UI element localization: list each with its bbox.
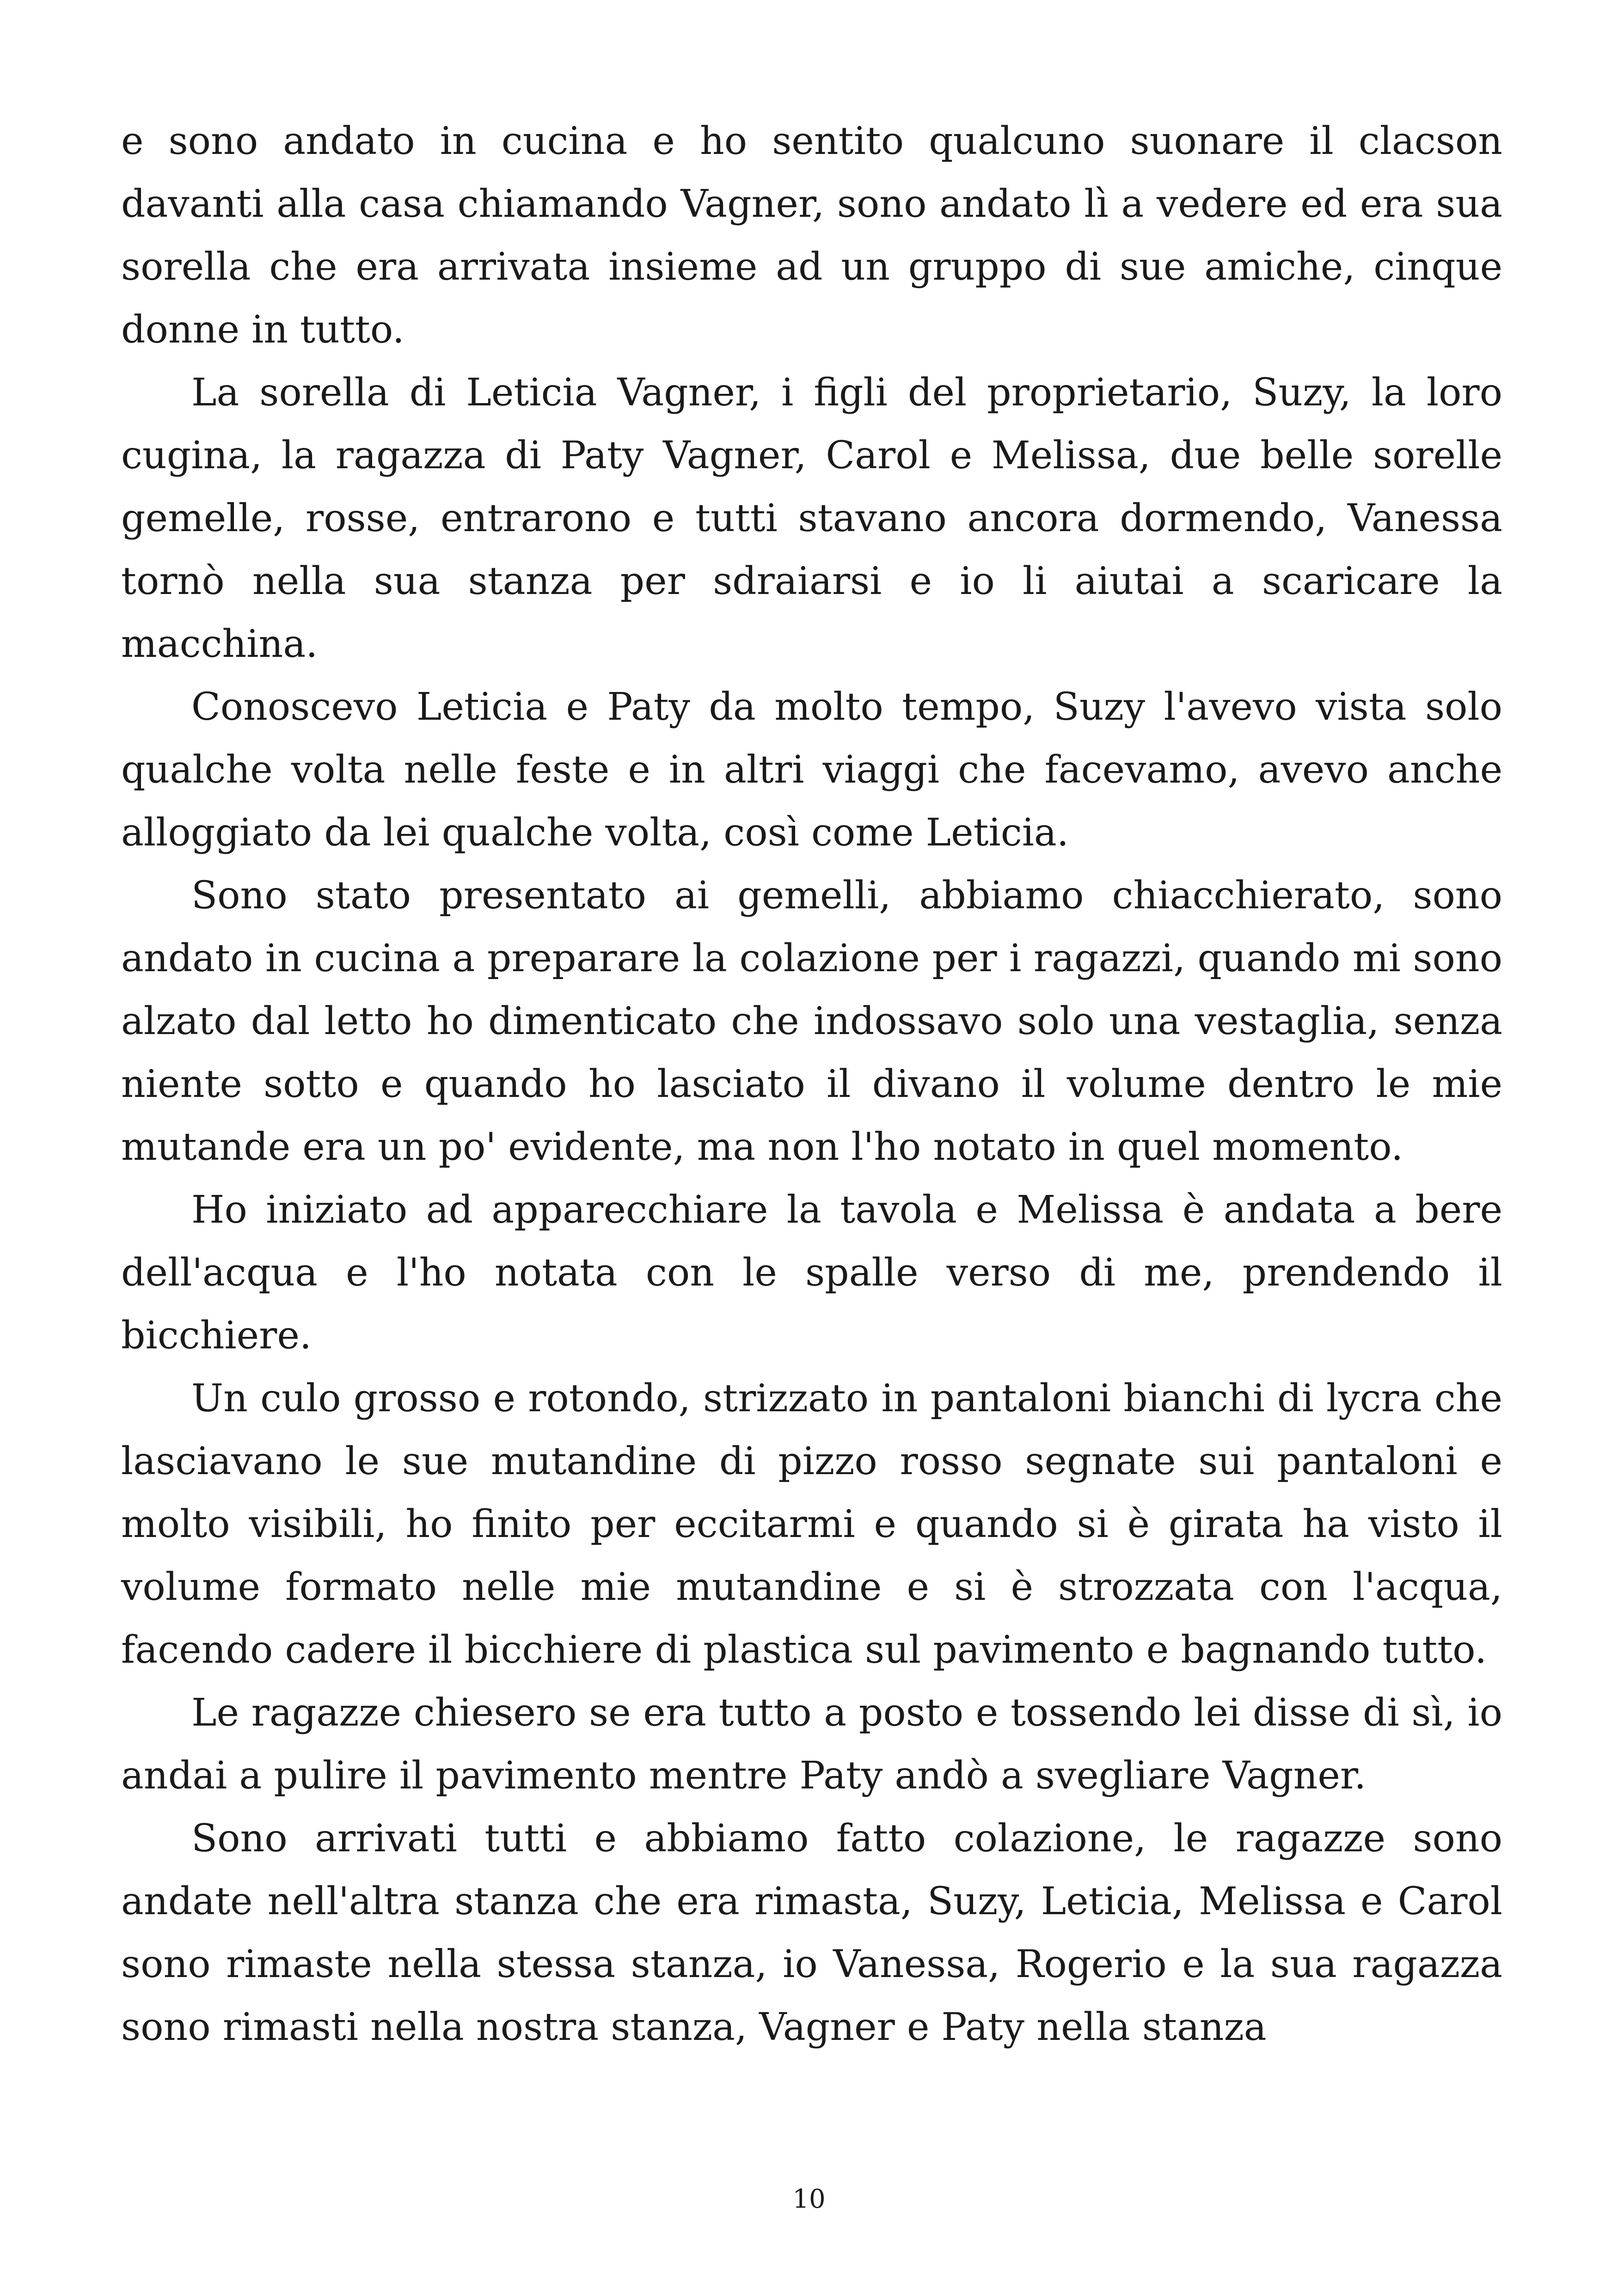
paragraph: Ho iniziato ad apparecchiare la tavola e Melissa è andata a bere dell'acqua e l'ho notata con le spalle verso di me, prendendo il bicchiere.: [121, 1188, 1502, 1358]
paragraph: e sono andato in cucina e ho sentito qualcuno suonare il clacson davanti alla casa chiamando Vagner, sono andato lì a vedere ed era sua sorella che era arrivata insieme ad un gruppo di sue amiche, cinque donne in tutto.: [121, 119, 1502, 352]
paragraph: Conoscevo Leticia e Paty da molto tempo, Suzy l'avevo vista solo qualche volta nelle feste e in altri viaggi che facevamo, avevo anche alloggiato da lei qualche volta, così come Leticia.: [121, 685, 1502, 855]
paragraph: Un culo grosso e rotondo, strizzato in pantaloni bianchi di lycra che lasciavano le sue mutandine di pizzo rosso segnate sui pantaloni e molto visibili, ho finito per eccitarmi e quando si è girata ha visto il volume formato nelle mie mutandine e si è strozzata con l'acqua, facendo cadere il bicchiere di plastica sul pavimento e bagnando tutto.: [121, 1377, 1502, 1672]
page-number: 10: [792, 2184, 826, 2214]
paragraph: Le ragazze chiesero se era tutto a posto e tossendo lei disse di sì, io andai a pulire il pavimento mentre Paty andò a svegliare Vagner.: [121, 1691, 1502, 1798]
paragraph: La sorella di Leticia Vagner, i figli del proprietario, Suzy, la loro cugina, la ragazza di Paty Vagner, Carol e Melissa, due belle sorelle gemelle, rosse, entrarono e tutti stavano ancora dormendo, Vanessa tornò nella sua stanza per sdraiarsi e io li aiutai a scaricare la macchina.: [121, 371, 1502, 666]
paragraph: Sono stato presentato ai gemelli, abbiamo chiacchierato, sono andato in cucina a preparare la colazione per i ragazzi, quando mi sono alzato dal letto ho dimenticato che indossavo solo una vestaglia, senza niente sotto e quando ho lasciato il divano il volume dentro le mie mutande era un po' evidente, ma non l'ho notato in quel momento.: [121, 874, 1502, 1169]
paragraph: Sono arrivati tutti e abbiamo fatto colazione, le ragazze sono andate nell'altra stanza che era rimasta, Suzy, Leticia, Melissa e Carol sono rimaste nella stessa stanza, io Vanessa, Rogerio e la sua ragazza sono rimasti nella nostra stanza, Vagner e Paty nella stanza: [121, 1817, 1502, 2049]
body-text: [121, 110, 1502, 2059]
